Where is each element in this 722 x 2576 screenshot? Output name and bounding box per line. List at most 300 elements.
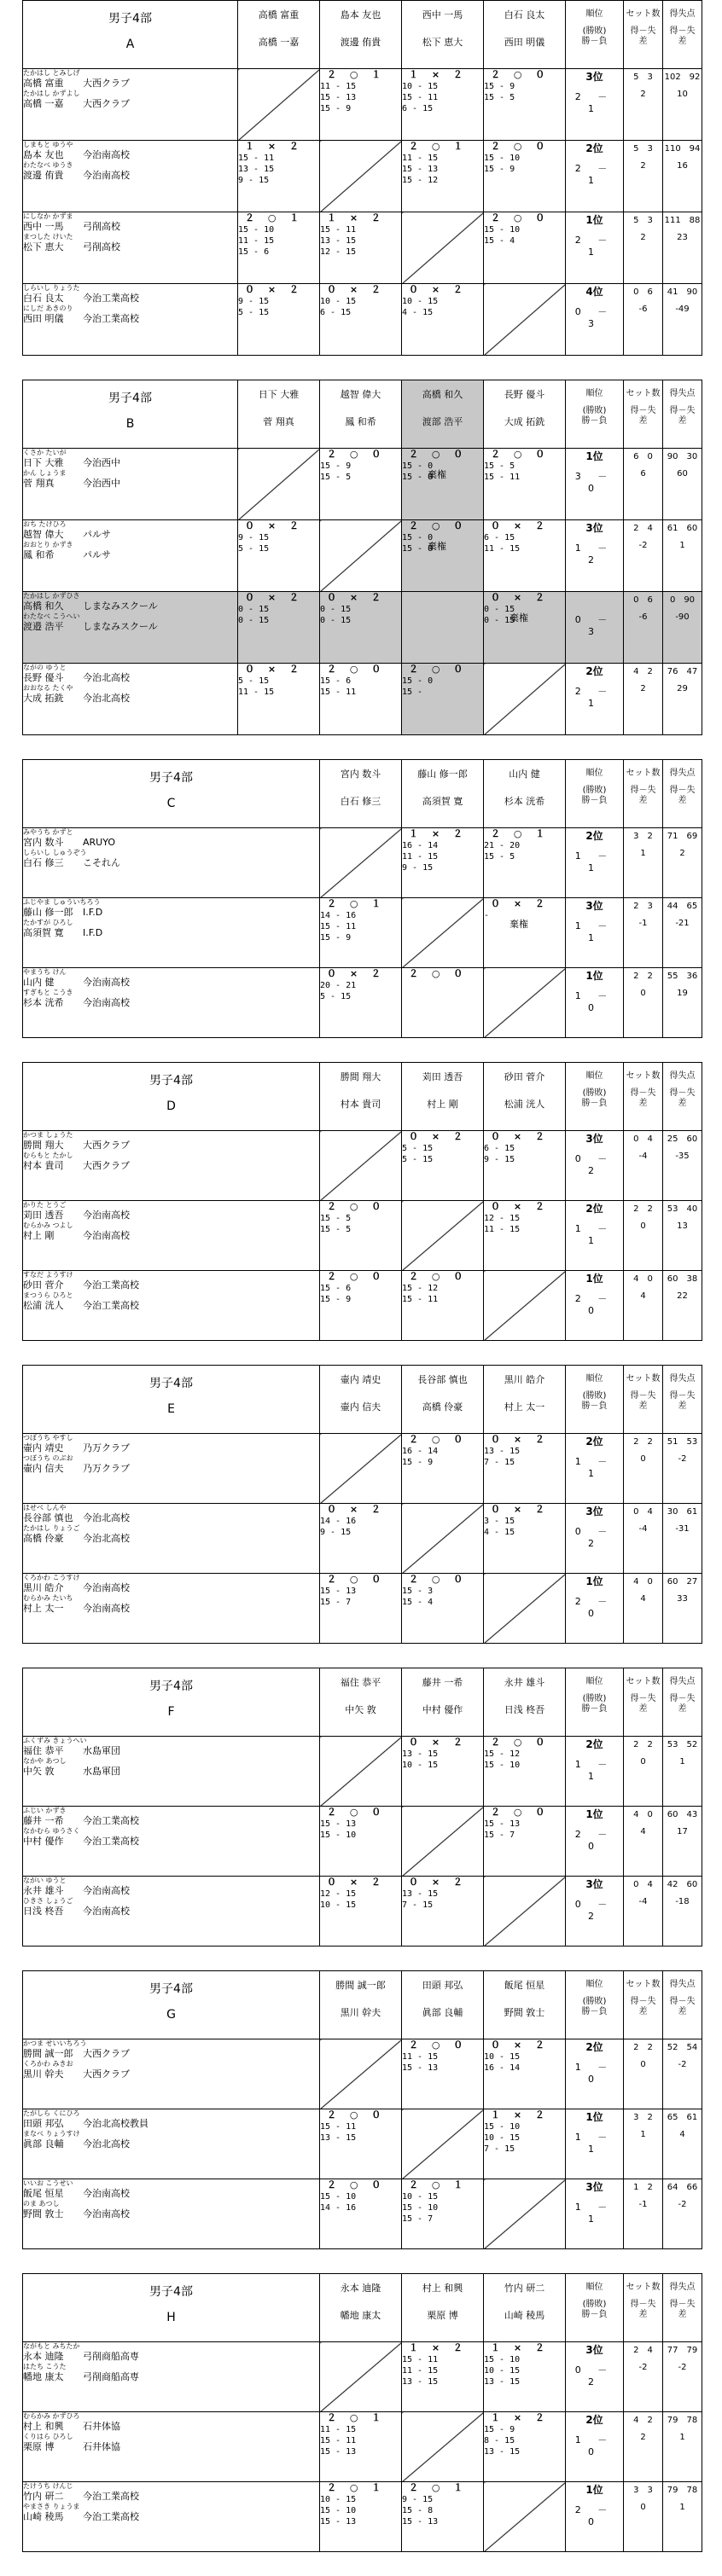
set-score: 15 - 5 <box>320 1214 352 1223</box>
wl-label: 勝－負 <box>581 2007 608 2016</box>
win-loss: 0 － 2 <box>574 1153 614 1176</box>
opponent-name-2: 眞部 良輔 <box>422 2007 463 2018</box>
forfeit-label: 棄権 <box>509 919 528 930</box>
sets-diff: -1 <box>638 2200 648 2209</box>
match-result-cell <box>320 968 402 1038</box>
match-result: ２ ○ １ <box>245 212 305 223</box>
set-score: 15 - 7 <box>320 1598 352 1607</box>
group-letter: D <box>166 1099 176 1113</box>
opponent-header <box>484 1063 566 1131</box>
points-for-against: 25 60 <box>667 1134 698 1144</box>
player-line-2 <box>23 2208 319 2220</box>
win-loss: 1 － 1 <box>574 850 614 873</box>
points-cell <box>663 1434 702 1504</box>
set-score: 12 - 15 <box>320 247 357 257</box>
player-team-1: I.F.D <box>83 907 103 918</box>
set-score: 9 - 15 <box>238 176 270 185</box>
sets-diff-label: 差 <box>638 796 648 805</box>
player-name-2: 村上 太一 <box>23 1603 64 1614</box>
player-row <box>23 69 702 141</box>
match-result-cell <box>484 1807 566 1877</box>
player-kana-2: すぎもと こうき <box>23 989 73 996</box>
rank-cell <box>566 1737 624 1807</box>
sets-cell <box>624 828 663 898</box>
match-result-cell <box>320 1271 402 1341</box>
player-team-1: 今治北高校教員 <box>83 2118 148 2129</box>
set-score: 8 - 15 <box>484 2436 515 2445</box>
player-line-1 <box>23 837 319 849</box>
sets-label: セット数 <box>626 9 661 19</box>
points-for-against: 65 61 <box>667 2113 698 2122</box>
player-kana-1: つぼうち やすし <box>23 1434 73 1442</box>
rank-value: 1位 <box>585 450 603 462</box>
sets-diff: -6 <box>638 305 648 314</box>
opponent-header <box>402 760 484 828</box>
rank-cell <box>566 2482 624 2552</box>
player-kana-1: しらいし りょうた <box>23 284 80 292</box>
wl-label: 勝－負 <box>581 2310 608 2319</box>
set-score: 5 - 15 <box>402 1144 434 1153</box>
set-score: 15 - 11 <box>320 688 357 697</box>
sets-cell <box>624 1201 663 1271</box>
opponent-header <box>402 1668 484 1737</box>
opponent-name-1: 高橋 和久 <box>422 389 463 400</box>
player-name-1: 村上 和興 <box>23 2421 64 2432</box>
player-name-2: 高橋 伶豪 <box>23 1533 64 1544</box>
player-row <box>23 1574 702 1644</box>
set-score: 15 - 7 <box>402 2214 434 2224</box>
points-diff: 60 <box>677 469 688 479</box>
match-result: ２ ○ １ <box>409 2179 469 2190</box>
points-for-against: 55 36 <box>667 972 698 981</box>
points-cell <box>663 592 702 664</box>
group-table-e <box>22 1365 702 1644</box>
opponent-name-2: 村上 剛 <box>427 1099 458 1110</box>
group-header-cell <box>23 760 320 828</box>
player-team-2: I.F.D <box>83 927 103 938</box>
sets-label: セット数 <box>626 2283 661 2292</box>
player-team-2: 大西クラブ <box>83 1160 130 1171</box>
set-score: 6 - 15 <box>320 308 352 317</box>
match-result: ２ ○ ０ <box>409 1271 469 1282</box>
rank-label: 順位 <box>585 9 603 19</box>
set-score: 9 - 15 <box>320 1528 352 1537</box>
player-line-2 <box>23 621 237 633</box>
set-score: 15 - 13 <box>484 1819 521 1829</box>
match-result-cell <box>320 284 402 356</box>
player-name-2: 壷内 信夫 <box>23 1463 64 1474</box>
points-for-against: 71 69 <box>667 832 698 841</box>
player-cell <box>23 69 238 141</box>
rank-value: 3位 <box>585 1133 603 1145</box>
player-name-1: 日下 大雅 <box>23 457 64 468</box>
opponent-names <box>402 2274 483 2330</box>
match-result: ０ × ２ <box>491 2039 550 2051</box>
points-sub-label: 得－失 <box>669 26 696 36</box>
match-result: ２ ○ ０ <box>409 1434 469 1445</box>
points-for-against: 51 53 <box>667 1437 698 1447</box>
match-result-cell <box>320 449 402 520</box>
group-header-cell <box>23 2274 320 2342</box>
group-table-h <box>22 2273 702 2552</box>
match-result: ０ × ２ <box>409 1877 468 1888</box>
points-for-against: 0 90 <box>669 595 696 605</box>
player-kana-1: たけうち けんじ <box>23 2482 73 2490</box>
match-result: １ × ２ <box>245 141 304 152</box>
player-team-2: 今治北高校 <box>83 1533 130 1544</box>
rank-value: 2位 <box>585 1436 603 1448</box>
player-line-2 <box>23 1603 319 1615</box>
match-result-cell <box>402 1877 484 1947</box>
rank-label: 順位 <box>585 1374 603 1384</box>
player-cell <box>23 1504 320 1574</box>
opponent-header <box>402 1366 484 1434</box>
rank-value: 2位 <box>585 142 603 154</box>
self-match-diagonal <box>320 1434 402 1504</box>
player-row <box>23 284 702 356</box>
points-for-against: 30 61 <box>667 1507 698 1517</box>
group-table-b <box>22 380 702 735</box>
sets-label: セット数 <box>626 1071 661 1081</box>
points-cell <box>663 2482 702 2552</box>
match-result: ２ ○ ０ <box>327 2179 387 2190</box>
sets-diff: 0 <box>640 1454 646 1464</box>
self-match-diagonal <box>484 1877 566 1947</box>
sets-won-lost: 0 4 <box>633 1507 653 1517</box>
player-cell <box>23 520 238 592</box>
opponent-name-2: 渡部 浩平 <box>422 416 463 427</box>
points-header <box>663 1366 702 1434</box>
player-name-2: 黒川 幹夫 <box>23 2068 64 2080</box>
player-name-1: 藤井 一希 <box>23 1815 64 1826</box>
opponent-name-1: 勝間 誠一郎 <box>335 1980 386 1991</box>
player-cell <box>23 2342 320 2412</box>
rank-value: 2位 <box>585 1203 603 1215</box>
sets-won-lost: 2 2 <box>633 972 653 981</box>
set-score: 11 - 15 <box>238 688 275 697</box>
opponent-header <box>238 1 320 69</box>
player-cell <box>23 1737 320 1807</box>
points-diff: -49 <box>675 305 690 314</box>
player-line-1 <box>23 2118 319 2130</box>
opponent-name-2: 鳳 和希 <box>345 416 376 427</box>
player-kana-2: むらかみ つよし <box>23 1221 73 1229</box>
set-score: 11 - 15 <box>320 2425 357 2434</box>
set-score: 10 - 15 <box>402 1761 439 1770</box>
set-score: 15 - 5 <box>484 852 515 862</box>
self-match-diagonal <box>484 968 566 1038</box>
set-score: 15 - 0 <box>402 461 434 471</box>
player-kana-2: まつうら ひろと <box>23 1291 73 1299</box>
points-diff: -2 <box>678 2060 687 2069</box>
player-line-2 <box>23 549 237 561</box>
sets-sub-label: 得－失 <box>630 786 656 795</box>
player-kana-2: つぼうち のぶお <box>23 1454 73 1462</box>
rank-header-text <box>566 1668 623 1714</box>
opponent-header <box>402 2274 484 2342</box>
points-for-against: 61 60 <box>667 524 698 533</box>
match-result-cell <box>402 1271 484 1341</box>
sets-header <box>624 1668 663 1737</box>
opponent-name-2: 中村 優作 <box>422 1704 463 1715</box>
player-cell <box>23 2179 320 2249</box>
rank-value: 3位 <box>585 1506 603 1517</box>
rank-value: 1位 <box>585 1273 603 1285</box>
points-diff: 22 <box>677 1291 688 1301</box>
match-result: ２ ○ １ <box>409 141 469 152</box>
match-result: ０ × ２ <box>491 1434 550 1445</box>
player-name-1: 飯尾 恒星 <box>23 2188 64 2199</box>
points-label: 得失点 <box>669 769 696 778</box>
sets-sub-label: 得－失 <box>630 26 656 36</box>
rank-value: 1位 <box>585 970 603 982</box>
match-result-cell <box>320 1201 402 1271</box>
player-row <box>23 2342 702 2412</box>
player-line-1 <box>23 1442 319 1454</box>
set-score: 6 - 15 <box>402 104 434 113</box>
rank-cell <box>566 2412 624 2482</box>
points-cell <box>663 664 702 735</box>
group-header-cell <box>23 1668 320 1737</box>
player-kana-2: おおとり かずき <box>23 541 73 548</box>
points-label: 得失点 <box>669 1677 696 1686</box>
opponent-name-2: 日浅 柊吾 <box>504 1704 545 1715</box>
points-diff-label: 差 <box>678 1704 687 1714</box>
points-header-text <box>663 1971 702 2017</box>
wl-label: 勝－負 <box>581 1401 608 1411</box>
self-match-diagonal <box>320 520 402 592</box>
set-score: 5 - 15 <box>238 544 270 554</box>
sets-sub-label: 得－失 <box>630 1694 656 1703</box>
match-result: ０ × ２ <box>491 592 550 603</box>
set-score: 13 - 15 <box>320 236 357 246</box>
points-for-against: 60 38 <box>667 1274 698 1284</box>
points-label: 得失点 <box>669 2283 696 2292</box>
match-result: ２ ○ ０ <box>327 2109 387 2121</box>
sets-diff: 2 <box>640 90 646 99</box>
match-result: ０ × ２ <box>245 664 304 675</box>
opponent-name-2: 村上 太一 <box>504 1401 545 1413</box>
points-cell <box>663 212 702 284</box>
rank-value: 1位 <box>585 2484 603 2496</box>
sets-won-lost: 5 3 <box>633 216 653 225</box>
sets-cell <box>624 141 663 212</box>
player-team-2: 今治工業高校 <box>83 1300 139 1311</box>
player-name-1: 砂田 菅介 <box>23 1279 64 1291</box>
player-row <box>23 141 702 212</box>
player-line-2 <box>23 1300 319 1312</box>
match-result: ０ × ２ <box>245 592 304 603</box>
match-result: ０ × ２ <box>327 1877 386 1888</box>
win-loss: 1 － 1 <box>574 2202 614 2225</box>
player-line-2 <box>23 313 237 325</box>
points-diff: 29 <box>677 684 688 693</box>
wl-sub-label: (勝敗) <box>582 2300 607 2309</box>
points-sub-label: 得－失 <box>669 1997 696 2006</box>
group-header-cell <box>23 1971 320 2039</box>
opponent-names <box>402 1063 483 1119</box>
points-diff: -2 <box>678 1454 687 1464</box>
player-name-2: 高須賀 寛 <box>23 927 64 938</box>
player-line-2 <box>23 857 319 869</box>
player-kana-2: なかむら ゆうさく <box>23 1827 80 1835</box>
set-score: 15 - 13 <box>320 1819 357 1829</box>
player-row <box>23 520 702 592</box>
rank-label: 順位 <box>585 769 603 778</box>
match-result-cell <box>402 1737 484 1807</box>
points-header <box>663 1668 702 1737</box>
points-header-text <box>663 1 702 47</box>
player-kana-1: はせべ しんや <box>23 1504 67 1511</box>
wl-label: 勝－負 <box>581 796 608 805</box>
player-row <box>23 2039 702 2109</box>
set-score: 6 - 15 <box>484 1144 515 1153</box>
match-result-cell <box>484 1737 566 1807</box>
sets-diff: 0 <box>640 1221 646 1231</box>
group-table-c <box>22 759 702 1038</box>
match-result: ０ × ２ <box>491 1504 550 1515</box>
set-score: 4 - 15 <box>402 308 434 317</box>
player-kana-2: おおなる たくや <box>23 684 73 692</box>
set-score: 13 - 15 <box>402 2377 439 2387</box>
points-diff: -35 <box>675 1152 690 1161</box>
player-line-1 <box>23 149 237 161</box>
sets-diff: -6 <box>638 612 648 622</box>
match-result: ２ ○ １ <box>409 2482 469 2493</box>
points-header-text <box>663 2274 702 2320</box>
player-line-1 <box>23 1745 319 1757</box>
set-score: 11 - 15 <box>402 2052 439 2062</box>
opponent-name-1: 永本 迪隆 <box>340 2283 381 2294</box>
points-diff: -18 <box>675 1897 690 1906</box>
points-for-against: 77 79 <box>667 2346 698 2355</box>
match-result: ２ ○ ０ <box>327 1574 387 1585</box>
player-team-1: 今治工業高校 <box>83 1815 139 1826</box>
player-kana-1: たかはし かずひさ <box>23 592 80 600</box>
player-line-1 <box>23 1885 319 1897</box>
win-loss: 1 － 2 <box>574 542 614 566</box>
win-loss: 0 － 3 <box>574 614 614 637</box>
sets-won-lost: 4 0 <box>633 1274 653 1284</box>
match-result-cell <box>320 212 402 284</box>
opponent-names <box>238 380 319 437</box>
set-score: 15 - 7 <box>484 1830 515 1840</box>
sets-diff: 0 <box>640 1757 646 1767</box>
points-diff: 16 <box>677 161 688 171</box>
player-team-2: 弓削商船高専 <box>83 2371 139 2382</box>
set-score: 11 - 15 <box>484 544 521 554</box>
player-team-1: 大西クラブ <box>83 2048 130 2059</box>
match-result: ２ ○ １ <box>491 828 550 839</box>
sets-won-lost: 3 2 <box>633 832 653 841</box>
sets-sub-label: 得－失 <box>630 1997 656 2006</box>
opponent-name-2: 松浦 洸人 <box>504 1099 545 1110</box>
set-score: 15 - 0 <box>402 676 434 686</box>
match-result: ０ × ２ <box>409 1737 468 1748</box>
player-kana-2: くりはら ひろし <box>23 2433 73 2440</box>
sets-diff: 2 <box>640 233 646 242</box>
opponent-header <box>320 1971 402 2039</box>
player-team-2: 今治南高校 <box>83 1603 130 1614</box>
set-score: 15 - 11 <box>320 922 357 931</box>
points-diff: -90 <box>675 612 690 622</box>
match-result-cell <box>484 449 566 520</box>
player-team-2: しまなみスクール <box>83 621 158 632</box>
sets-diff: 2 <box>640 684 646 693</box>
points-header <box>663 380 702 449</box>
rank-header <box>566 1063 624 1131</box>
player-line-1 <box>23 457 237 469</box>
points-cell <box>663 968 702 1038</box>
player-line-1 <box>23 1582 319 1594</box>
opponent-names <box>320 1366 401 1422</box>
group-title: 男子4部 <box>149 1680 193 1693</box>
set-score: 0 - 15 <box>484 616 515 625</box>
group-header-cell <box>23 1 238 69</box>
wl-label: 勝－負 <box>581 1704 608 1714</box>
points-sub-label: 得－失 <box>669 1088 696 1098</box>
set-score: 15 - 10 <box>320 1830 357 1840</box>
player-kana-1: くろかわ こうすけ <box>23 1574 80 1581</box>
match-result: ２ ○ ０ <box>409 520 469 531</box>
sets-won-lost: 2 2 <box>633 1204 653 1214</box>
player-line-2 <box>23 2511 319 2523</box>
player-name-1: 長野 優斗 <box>23 672 64 683</box>
forfeit-label: 棄権 <box>428 469 446 480</box>
set-score: 16 - 14 <box>484 2063 521 2073</box>
group-title: 男子4部 <box>108 392 152 405</box>
player-kana-2: なかや あつし <box>23 1757 67 1765</box>
match-result-cell <box>484 1131 566 1201</box>
rank-cell <box>566 1504 624 1574</box>
player-cell <box>23 2412 320 2482</box>
rank-header-text <box>566 1366 623 1412</box>
sets-cell <box>624 2482 663 2552</box>
match-result: ０ × ２ <box>409 284 468 295</box>
group-title: 男子4部 <box>108 12 152 26</box>
match-result-cell <box>402 828 484 898</box>
match-result: ０ × ２ <box>491 1131 550 1142</box>
player-cell <box>23 1131 320 1201</box>
match-result: １ × ２ <box>327 212 386 223</box>
points-diff: 1 <box>679 2503 685 2512</box>
player-kana-2: たかはし りょうご <box>23 1524 80 1532</box>
sets-diff: 2 <box>640 161 646 171</box>
match-result-cell <box>402 141 484 212</box>
opponent-header <box>484 380 566 449</box>
match-result-cell <box>484 2342 566 2412</box>
points-for-against: 79 78 <box>667 2416 698 2425</box>
opponent-name-2: 白石 修三 <box>340 796 381 807</box>
opponent-names <box>402 380 483 437</box>
set-score: 15 - 9 <box>484 2425 515 2434</box>
sets-header <box>624 760 663 828</box>
sets-diff: 1 <box>640 849 646 858</box>
rank-header-text <box>566 1063 623 1109</box>
opponent-name-1: 福住 恭平 <box>340 1677 381 1688</box>
opponent-names <box>320 760 401 816</box>
player-kana-1: にしなか かずま <box>23 212 73 220</box>
sets-cell <box>624 1434 663 1504</box>
points-diff-label: 差 <box>678 1401 687 1411</box>
opponent-header <box>320 760 402 828</box>
player-kana-2: わたなべ ゆうき <box>23 161 73 169</box>
sets-sub-label: 得－失 <box>630 406 656 415</box>
set-score: 14 - 16 <box>320 911 357 920</box>
win-loss: 1 － 0 <box>574 990 614 1013</box>
win-loss: 2 － 1 <box>574 686 614 709</box>
rank-cell <box>566 449 624 520</box>
